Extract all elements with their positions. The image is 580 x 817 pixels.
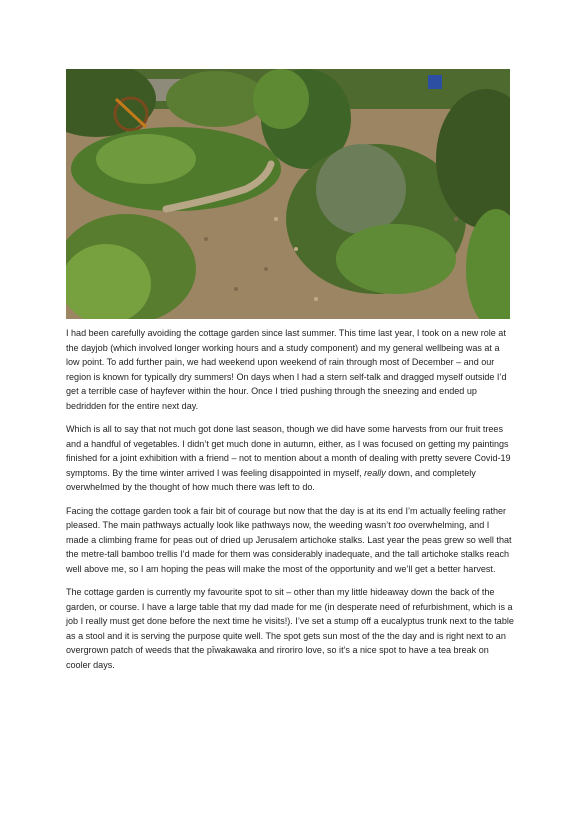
paragraph-2-emphasis: really xyxy=(364,467,386,478)
garden-photo-icon xyxy=(66,69,510,319)
paragraph-1: I had been carefully avoiding the cottage garden since last summer. This time last year, I took on a new role at the dayjob (which involved longer working hours and a study component) and my general wellbeing was at a low point. To add further pain, we had weekend upon weekend of rain through most of December – and our region is known for typically dry summers! On days when I had a stern self-talk and dragged myself outside I’d get a terrible case of hayfever within the hour. Once I tried pushing through the sneezing and ended up bedridden for the entire next day. xyxy=(66,328,507,411)
paragraph-3-text-start: Facing the cottage garden took a fair bit of courage but now that the day is at its end I’m actually feeling rather pleased. The main pathways actually look like pathways now, the weeding wasn’t xyxy=(66,505,507,530)
paragraph-2-text-start: Which is all to say that not much got done last season, though we did have some harvests from our fruit trees and a handful of vegetables. I didn’t get much done in autumn, either, as I was focused on getting my paintings finished for a joint exhibition with a friend – not to mention about a month of dealing with pretty severe Covid-19 symptoms. By the time winter arrived I was feeling disappointed in myself, xyxy=(66,424,511,478)
paragraph-3-emphasis: too xyxy=(393,520,406,530)
garden-photo xyxy=(66,69,510,319)
paragraph-3-text-end: overwhelming, and I made a climbing frame for peas out of dried up Jerusalem artichoke stalks. Last year the peas grew so well that the metre-tall bamboo trellis I’d made for them was considerably inadequate, and the tall artichoke stalks reach well above me, so I am hoping the peas will make the most of the opportunity and we’ll get a better harvest. xyxy=(66,520,512,574)
paragraph-2-text-end: down, and completely overwhelmed by the thought of how much there was left to do. xyxy=(66,467,476,492)
paragraph-2 xyxy=(66,422,514,495)
article-body xyxy=(66,326,514,681)
paragraph-4: The cottage garden is currently my favourite spot to sit – other than my little hideaway down the back of the garden, or course. I have a large table that my dad made for me (in desperate need of refurbishment, which is a job I really must get done before the next time he visits!). I’ve set a stump off a eucalyptus trunk next to the table as a stool and it is serving the purpose quite well. The spot gets sun most of the the day and is right next to an overgrown patch of weeds that the pīwakawaka and riroriro love, so it’s a nice spot to have a tea break on cooler days. xyxy=(66,587,514,670)
paragraph-3 xyxy=(66,504,514,577)
